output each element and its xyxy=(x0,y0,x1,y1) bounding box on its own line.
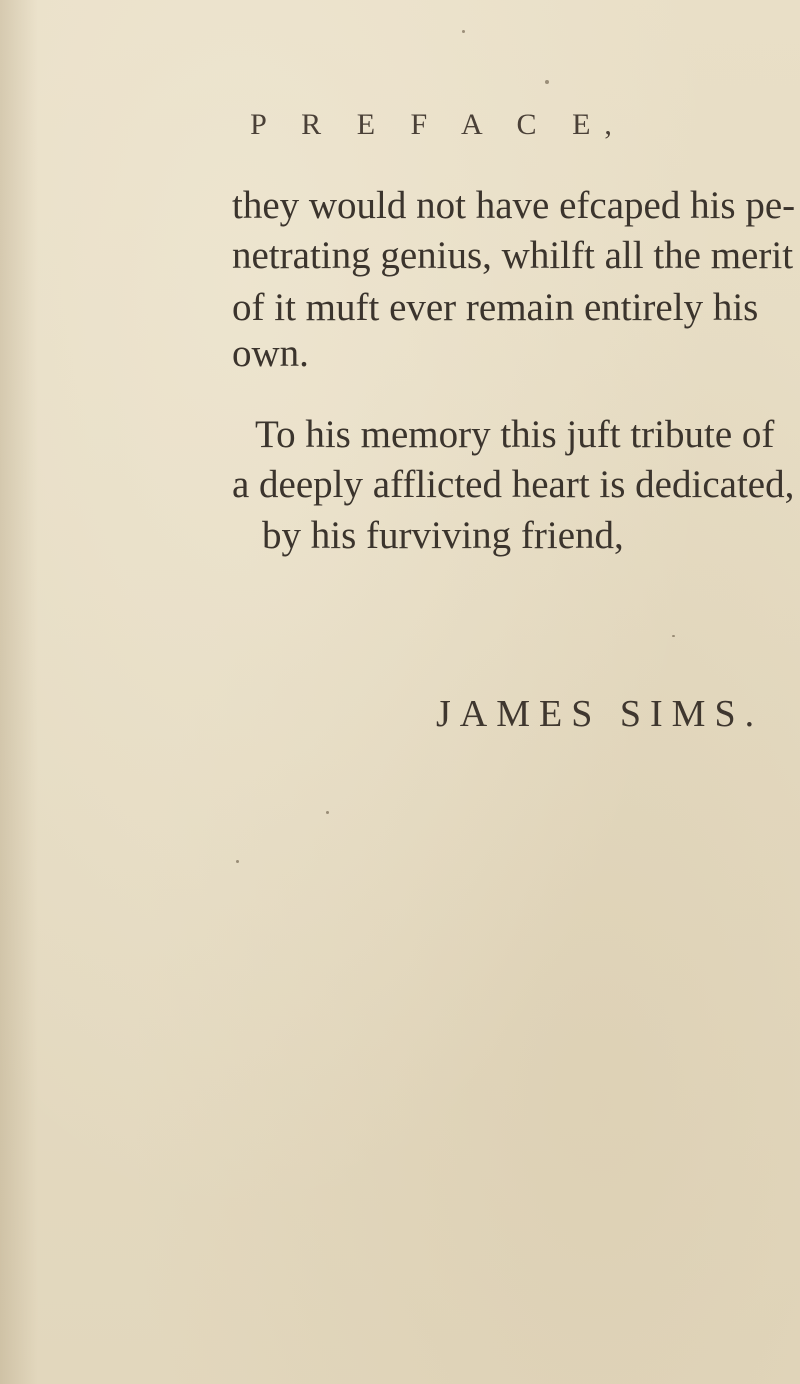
paper-speck xyxy=(462,30,465,33)
paper-speck xyxy=(545,80,549,84)
page-gutter-shadow xyxy=(0,0,38,1384)
text-line: of it muft ever remain entirely his xyxy=(232,286,759,329)
text-line: by his furviving friend, xyxy=(262,514,624,557)
text-line: own. xyxy=(232,332,309,375)
text-line: they would not have efcaped his pe- xyxy=(232,184,796,227)
paper-speck xyxy=(672,635,675,637)
text-line: a deeply afflicted heart is dedicated, xyxy=(232,463,795,506)
signature: JAMES SIMS. xyxy=(436,693,764,735)
paper-speck xyxy=(236,860,239,863)
running-head: P R E F A C E, xyxy=(250,108,626,141)
text-line: To his memory this juft tribute of xyxy=(255,413,775,456)
text-line: netrating genius, whilft all the merit xyxy=(232,234,794,277)
paper-speck xyxy=(326,811,329,814)
